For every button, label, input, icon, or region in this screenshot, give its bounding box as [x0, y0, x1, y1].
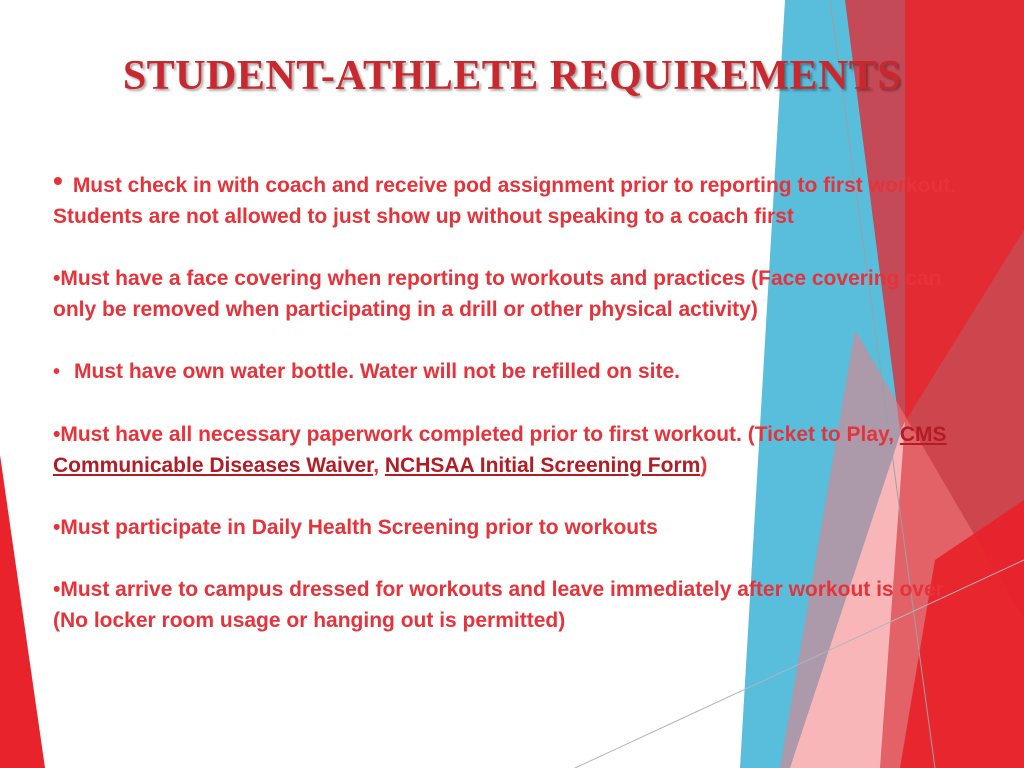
requirement-text: Must have all necessary paperwork completed prior to first workout. (Ticket to Play, [60, 423, 900, 446]
requirement-item-6 [53, 574, 983, 636]
bullet-dot: • [53, 267, 61, 290]
nchsaa-screening-form-link[interactable]: NCHSAA Initial Screening Form [384, 454, 701, 477]
requirements-list [53, 165, 983, 667]
bullet-dot: • [53, 578, 61, 601]
bullet-dot: • [53, 423, 61, 446]
requirement-item-2 [53, 263, 983, 325]
requirement-text: Must check in with coach and receive pod assignment prior to reporting to first workout. Students are not allowed to just show up without speaking to a coach first [53, 174, 957, 228]
requirement-item-5 [53, 512, 983, 543]
slide-title: STUDENT-ATHLETE REQUIREMENTS [122, 53, 902, 99]
requirement-text: Must arrive to campus dressed for workouts and leave immediately after workout is over (No locker room usage or hanging out is permitted) [53, 578, 944, 632]
bullet-dot: • [53, 516, 61, 539]
requirement-item-4 [53, 419, 983, 481]
link-separator: , [373, 454, 385, 477]
cms-waiver-link[interactable]: CMS Communicable Diseases Waiver [53, 423, 947, 477]
left-red-accent [0, 455, 45, 768]
requirement-item-1 [53, 165, 983, 232]
requirement-item-3 [53, 356, 983, 388]
requirement-text: Must have a face covering when reporting to workouts and practices (Face covering can only be removed when participating in a drill or other physical activity) [53, 267, 942, 321]
bullet-dot: • [53, 361, 61, 383]
bullet-dot: • [53, 165, 63, 196]
requirement-text: Must have own water bottle. Water will not be refilled on site. [74, 360, 680, 383]
closing-paren: ) [700, 454, 708, 477]
requirement-text: Must participate in Daily Health Screening prior to workouts [60, 516, 658, 539]
